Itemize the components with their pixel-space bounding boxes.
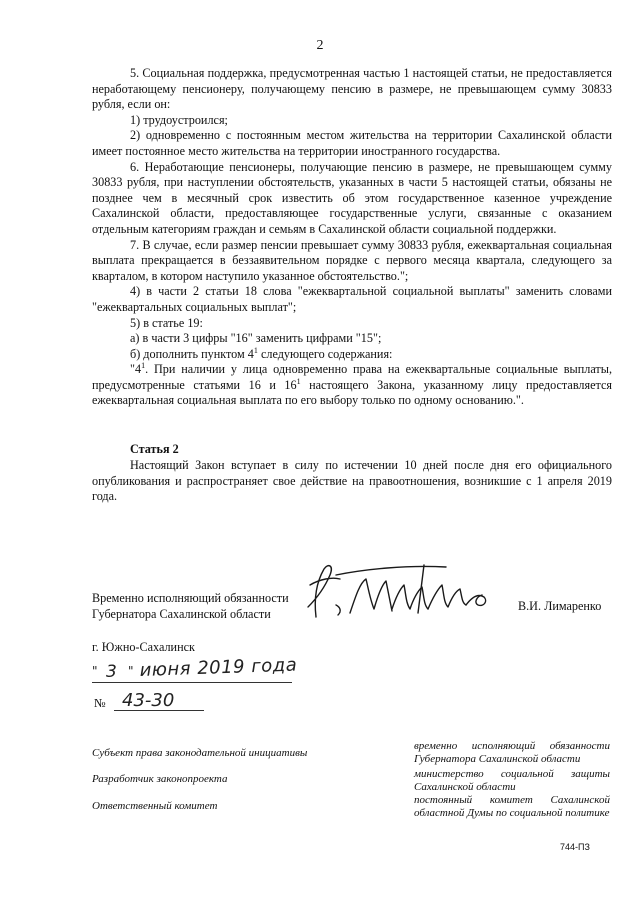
signing-place: г. Южно-Сахалинск [92,640,195,654]
signing-date: " 3 " июня 2019 года [92,654,298,682]
law-number: № 43-30 [92,690,232,714]
amendment-item-5: 5) в статье 19: [130,315,203,330]
footer-subject-value: временно исполняющий обязанности Губернатора Сахалинской области [414,740,610,765]
amendment-item-5a: а) в части 3 цифры "16" заменить цифрами "15"; [130,331,382,346]
amendment-item-4: 4) в части 2 статьи 18 слова "ежеквартальной социальной выплаты" заменить словами "ежеквартальных социальных выплат"; [92,284,612,314]
footer-committee-value: постоянный комитет Сахалинской областной Думы по социальной политике [414,794,610,819]
paragraph-7: 7. В случае, если размер пенсии превышает сумму 30833 рубля, ежеквартальная социальная выплата прекращается в беззаявительном порядке с первого месяца квартала, следующего за кварталом, в котором наступило указанное обстоятельство."; [92,237,612,283]
footer-subject-label: Субъект права законодательной инициативы [92,747,308,759]
amendment-item-5b: б) дополнить пунктом $4^1$ следующего содержания: [130,345,393,361]
role-line-2: Губернатора Сахалинской области [92,606,271,621]
paragraph-5-1: 1) трудоустроился; [130,112,228,127]
footer-committee-label: Ответственный комитет [92,800,218,812]
signatory-name: В.И. Лимаренко [518,599,602,613]
handwritten-signature [296,555,506,625]
article-2-text: Настоящий Закон вступает в силу по истечении 10 дней после дня его официального опубликования и распространяет свое действие на правоотношения, возникшие с 1 апреля 2019 года. [92,458,612,504]
document-code: 744-ПЗ [560,842,590,852]
law-number-value: 43-30 [122,690,175,711]
new-point-quote: "$4^1$. При наличии у лица одновременно права на ежеквартальные социальные выплаты, предусмотренные статьями 16 и $16^1$ настоящего Закона, указанному лицу предоставляется ежеквартальная социальная выплата по его выбору только по одному основанию.". [92,361,612,408]
date-month-year: июня 2019 года [139,654,298,681]
footer-developer-label: Разработчик законопроекта [92,773,228,785]
signatory-role [92,591,289,622]
page-number: 2 [316,38,324,53]
paragraph-6: 6. Неработающие пенсионеры, получающие пенсию в размере, не превышающем сумму 30833 рубля, при наступлении обстоятельств, указанных в части 5 настоящей статьи, обязаны не позднее чем в месячный срок известить об этом государственное казенное учреждение Сахалинской области, предоставляющее государственные услуги, связанные с оказанием отдельным категориям граждан и семьям в Сахалинской области социальной поддержки. [92,159,612,236]
role-line-1: Временно исполняющий обязанности [92,591,289,605]
article-2-title: Статья 2 [130,442,179,456]
footer-developer-value: министерство социальной защиты Сахалинской области [414,768,610,793]
number-underline [114,710,204,711]
date-underline [92,682,292,683]
paragraph-5: 5. Социальная поддержка, предусмотренная частью 1 настоящей статьи, не предоставляется неработающему пенсионеру, получающему пенсию в размере, не превышающем сумму 30833 рубля, если он: [92,66,612,112]
amendment-text [92,66,612,409]
date-day: 3 [106,662,117,682]
paragraph-5-2: 2) одновременно с постоянным местом жительства на территории Сахалинской области имеет постоянное место жительства на территории иностранного государства. [92,128,612,158]
